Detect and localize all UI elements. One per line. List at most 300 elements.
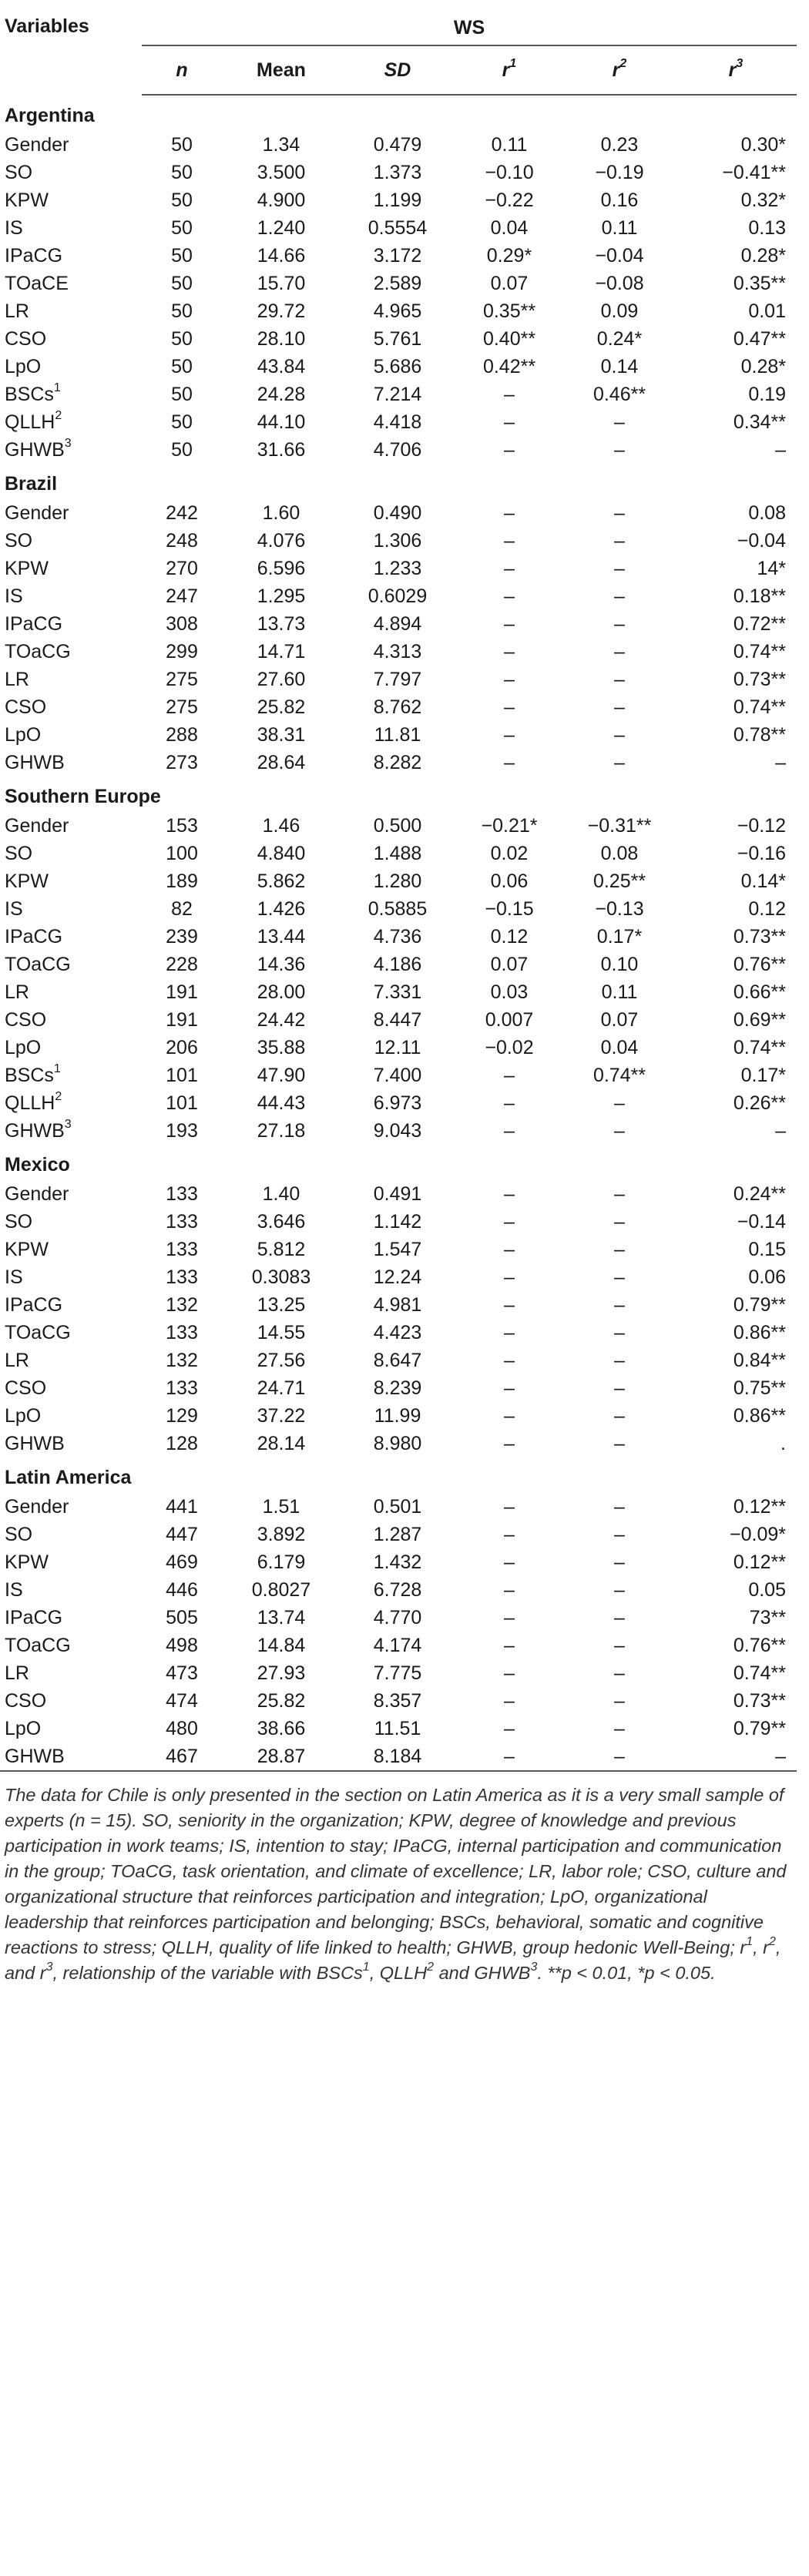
mean-cell: 6.179 [257,1551,306,1573]
section-title: Brazil [5,472,58,495]
mean-cell: 27.18 [257,1119,306,1142]
r1-cell: – [504,1662,515,1684]
r2-cell: – [614,612,625,635]
variable-cell [0,721,142,749]
table-row [0,638,797,666]
mean-cell: 1.51 [262,1495,300,1518]
variable-name: KPW [5,1238,49,1260]
mean-cell: 4.840 [257,842,306,864]
n-cell: 498 [166,1634,198,1656]
r2-cell: – [614,1238,625,1260]
sd-cell: 8.762 [373,696,422,718]
mean-cell: 44.43 [257,1092,306,1114]
n-cell: 133 [166,1266,198,1288]
sd-cell: 0.500 [373,814,422,837]
variable-name: TOaCG [5,1634,71,1656]
variable-cell [0,325,142,353]
mean-cell: 37.22 [257,1404,306,1427]
r3-cell: 0.74** [733,1036,786,1058]
mean-cell: 1.240 [257,216,306,239]
variable-cell [0,1659,142,1687]
variable-name: Gender [5,1495,69,1518]
variable-name: KPW [5,1551,49,1573]
n-cell: 100 [166,842,198,864]
r1-cell: 0.07 [490,953,529,975]
mean-cell: 28.14 [257,1432,306,1454]
variable-cell [0,1493,142,1521]
mean-cell: 1.426 [257,897,306,920]
r1-cell: – [504,1210,515,1233]
r1-cell: – [504,1689,515,1712]
sd-cell: 11.81 [374,723,421,746]
r2-cell: – [614,1523,625,1545]
r1-cell: 0.29* [486,244,532,267]
variable-superscript: 2 [55,1090,62,1104]
r3-cell: 0.75** [733,1377,786,1399]
sd-cell: 4.423 [373,1321,422,1343]
r2-cell: 0.10 [600,953,639,975]
n-cell: 50 [171,133,193,156]
r1-cell: – [504,1092,515,1114]
variable-cell [0,582,142,610]
r3-cell: 0.86** [733,1321,786,1343]
sd-cell: 8.447 [373,1008,422,1031]
sd-cell: 4.418 [373,411,422,433]
n-cell: 101 [166,1092,198,1114]
sd-cell: 8.184 [341,1742,455,1771]
r3-cell: 0.73** [733,668,786,690]
table-row [0,131,797,159]
variable-cell [0,923,142,951]
sd-cell: 1.306 [373,529,422,552]
r1-cell: – [504,1578,515,1601]
table-row [0,923,797,951]
n-cell: 50 [171,438,193,461]
r1-cell: – [504,1238,515,1260]
r1-cell: 0.03 [490,981,529,1003]
sd-cell: 7.797 [373,668,422,690]
r2-cell: 0.11 [601,981,638,1003]
variable-name: TOaCG [5,1321,71,1343]
variable-name: CSO [5,696,47,718]
r3-cell: 0.74** [733,696,786,718]
r3-cell: 0.34** [733,411,786,433]
r1-cell: – [504,751,515,773]
r1-cell: – [504,1119,515,1142]
mean-cell: 28.64 [257,751,306,773]
variable-name: Gender [5,501,69,524]
sd-cell: 8.980 [373,1432,422,1454]
r1-cell: −0.21* [481,814,538,837]
variable-cell [0,1430,142,1457]
table-row [0,1347,797,1374]
table-row [0,610,797,638]
table-row [0,1687,797,1715]
variable-name: LpO [5,723,42,746]
table-row [0,812,797,840]
r1-cell: – [504,411,515,433]
table-row [0,1742,797,1771]
sd-cell: 3.172 [373,244,422,267]
table-row [0,1006,797,1034]
n-cell: 447 [166,1523,198,1545]
n-cell: 441 [166,1495,198,1518]
sd-cell: 0.5554 [368,216,428,239]
variable-cell [0,1604,142,1632]
table-body [0,95,797,1771]
sd-cell: 6.973 [373,1092,422,1114]
r2-cell: −0.04 [595,244,644,267]
r2-cell: – [614,1551,625,1573]
sd-cell: 2.589 [373,272,422,294]
mean-cell: 1.34 [262,133,300,156]
r2-cell: 0.09 [600,300,639,322]
r2-cell: – [614,1432,625,1454]
sd-cell: 9.043 [373,1119,422,1142]
mean-cell: 3.892 [257,1523,306,1545]
variable-cell [0,1347,142,1374]
sd-cell: 4.706 [373,438,422,461]
variable-name: GHWB [5,1432,65,1454]
variable-cell [0,978,142,1006]
variable-name: SO [5,1210,33,1233]
r3-header: $r^3$ [675,45,797,95]
r2-cell: – [614,1119,625,1142]
variable-cell [0,1208,142,1236]
sd-cell: 0.501 [373,1495,422,1518]
r3-cell: 0.69** [733,1008,786,1031]
r1-cell: – [504,1266,515,1288]
variable-cell [0,1521,142,1548]
sd-cell: 12.11 [374,1036,421,1058]
n-cell: 133 [166,1210,198,1233]
mean-cell: 14.36 [257,953,306,975]
n-cell: 50 [171,411,193,433]
r2-cell: – [614,668,625,690]
r1-cell: – [504,1523,515,1545]
sd-cell: 11.99 [374,1404,421,1427]
variable-name: LpO [5,355,42,377]
n-cell: 505 [166,1606,198,1628]
sd-cell: 4.894 [373,612,422,635]
variable-name: LR [5,300,29,322]
variable-name: CSO [5,1008,47,1031]
r1-cell: −0.15 [485,897,534,920]
variable-cell [0,610,142,638]
variable-name: IS [5,1266,23,1288]
mean-cell: 35.88 [257,1036,306,1058]
r3-cell: 0.17* [740,1064,786,1086]
variable-cell [0,1062,142,1089]
variable-name: IPaCG [5,1606,63,1628]
variable-name: SO [5,1523,33,1545]
n-cell: 480 [166,1717,198,1739]
n-cell: 50 [171,272,193,294]
n-cell: 132 [166,1293,198,1316]
n-cell: 247 [166,585,198,607]
mean-cell: 4.900 [257,189,306,211]
sd-cell: 8.647 [373,1349,422,1371]
sd-cell: 1.432 [373,1551,422,1573]
sd-cell: 7.214 [373,383,422,405]
table-row [0,1208,797,1236]
variable-cell [0,436,142,464]
r2-cell: – [564,1742,675,1771]
mean-cell: 3.646 [257,1210,306,1233]
mean-cell: 0.8027 [251,1578,311,1601]
variable-cell [0,1117,142,1145]
table-row [0,1374,797,1402]
r1-cell: – [504,723,515,746]
n-cell: 50 [171,300,193,322]
table-row [0,381,797,408]
variable-superscript: 3 [64,1118,72,1132]
r1-cell: – [504,1634,515,1656]
r1-cell: – [504,1551,515,1573]
table-row [0,1659,797,1687]
r2-cell: – [614,1266,625,1288]
mean-cell: 5.862 [257,870,306,892]
sd-cell: 4.736 [373,925,422,948]
variable-name: IS [5,1578,23,1601]
r2-cell: −0.13 [595,897,644,920]
r2-cell: – [614,1293,625,1316]
r2-cell: – [614,1662,625,1684]
variable-name: IS [5,585,23,607]
variable-cell [0,1034,142,1062]
r1-cell: – [504,557,515,579]
sd-cell: 1.142 [373,1210,422,1233]
mean-cell: 24.71 [257,1377,306,1399]
variable-name: GHWB [5,1745,65,1767]
r2-cell: −0.08 [595,272,644,294]
r2-cell: – [614,557,625,579]
variable-name: LR [5,668,29,690]
section-row [0,1145,797,1180]
r1-cell: 0.42** [482,355,536,377]
r2-cell: – [614,1495,625,1518]
table-row [0,408,797,436]
r1-cell: – [455,1742,564,1771]
mean-cell: 27.60 [257,668,306,690]
variable-cell [0,214,142,242]
variable-cell [0,186,142,214]
mean-cell: 29.72 [257,300,306,322]
r2-cell: 0.07 [600,1008,639,1031]
table-row [0,1319,797,1347]
r3-cell: 0.84** [733,1349,786,1371]
ws-header: WS [142,11,797,45]
sd-cell: 7.331 [373,981,422,1003]
table-row [0,1117,797,1145]
r3-cell: 0.01 [748,300,786,322]
variable-name: IPaCG [5,1293,63,1316]
variable-cell [0,270,142,297]
n-cell: 473 [166,1662,198,1684]
n-cell: 228 [166,953,198,975]
variable-name: TOaCG [5,953,71,975]
variable-cell [0,812,142,840]
table-row [0,1576,797,1604]
r1-cell: – [504,1182,515,1205]
sd-cell: 8.282 [373,751,422,773]
r2-cell: – [614,1689,625,1712]
r1-cell: – [504,640,515,662]
variable-name: CSO [5,1689,47,1712]
table-row [0,1493,797,1521]
r1-cell: – [504,1321,515,1343]
mean-cell: 1.46 [262,814,300,837]
r2-cell: – [614,529,625,552]
r2-cell: – [614,1404,625,1427]
section-row [0,95,797,131]
r1-cell: – [504,1432,515,1454]
table-row [0,666,797,693]
r2-cell: 0.23 [600,133,639,156]
r3-cell: 0.12** [733,1495,786,1518]
sd-cell: 5.761 [373,327,422,350]
r1-cell: 0.07 [490,272,529,294]
sd-cell: 12.24 [373,1266,422,1288]
r3-cell: – [775,438,786,461]
variable-name: IS [5,897,23,920]
mean-cell: 6.596 [257,557,306,579]
n-cell: 101 [166,1064,198,1086]
n-cell: 275 [166,668,198,690]
sd-cell: 0.5885 [368,897,428,920]
r1-cell: – [504,668,515,690]
mean-cell: 13.25 [257,1293,306,1316]
r3-cell: 0.73** [733,925,786,948]
r3-cell: 0.74** [733,1662,786,1684]
r3-cell: 0.86** [733,1404,786,1427]
mean-cell: 14.55 [257,1321,306,1343]
r3-cell: −0.41** [722,161,786,183]
variable-cell [0,242,142,270]
variable-name: KPW [5,189,49,211]
n-cell: 133 [166,1182,198,1205]
variable-cell [0,159,142,186]
sd-cell: 7.400 [373,1064,422,1086]
r1-cell: – [504,1349,515,1371]
table-row [0,186,797,214]
variable-name: KPW [5,557,49,579]
variable-cell [0,1632,142,1659]
sd-cell: 8.239 [373,1377,422,1399]
r2-cell: – [614,411,625,433]
r3-cell: 0.19 [748,383,786,405]
r3-cell: 0.13 [748,216,786,239]
mean-cell: 43.84 [257,355,306,377]
variable-name: LR [5,1349,29,1371]
sd-cell: 1.488 [373,842,422,864]
mean-cell: 25.82 [257,696,306,718]
variables-header: Variables [5,15,89,37]
n-cell: 275 [166,696,198,718]
n-cell: 50 [171,355,193,377]
variable-cell [0,840,142,867]
n-cell: 129 [166,1404,198,1427]
sd-cell: 1.287 [373,1523,422,1545]
variable-name: CSO [5,1377,47,1399]
variable-cell [0,499,142,527]
mean-cell: 38.31 [257,723,306,746]
table-row [0,1402,797,1430]
variable-cell [0,1576,142,1604]
sd-cell: 1.280 [373,870,422,892]
mean-cell: 14.71 [257,640,306,662]
n-cell: 189 [166,870,198,892]
variable-cell [0,1180,142,1208]
variable-name: LpO [5,1036,42,1058]
r3-cell: 0.32* [740,189,786,211]
table-row [0,159,797,186]
table-row [0,1089,797,1117]
variable-name: GHWB [5,1119,65,1142]
mean-cell: 44.10 [257,411,306,433]
n-cell: 474 [166,1689,198,1712]
table-row [0,895,797,923]
n-cell: 50 [171,244,193,267]
variable-superscript: 2 [55,409,62,423]
r1-cell: 0.04 [490,216,529,239]
r3-cell: 73** [749,1606,786,1628]
table-row [0,555,797,582]
section-title: Mexico [5,1153,70,1176]
r2-cell: 0.74** [592,1064,646,1086]
variable-name: IPaCG [5,244,63,267]
table-header [0,11,797,95]
r3-cell: 0.14* [740,870,786,892]
r3-cell: 0.15 [748,1238,786,1260]
n-cell: 50 [171,161,193,183]
r1-header: $r^1$ [455,45,564,95]
r2-cell: 0.04 [600,1036,639,1058]
r2-cell: −0.31** [587,814,652,837]
r3-cell: 0.06 [748,1266,786,1288]
sd-header: SD [341,45,455,95]
n-cell: 273 [166,751,198,773]
r3-cell: 0.76** [733,953,786,975]
mean-cell: 4.076 [257,529,306,552]
r2-cell: – [614,1182,625,1205]
r1-cell: 0.35** [482,300,536,322]
section-row [0,776,797,812]
sd-cell: 5.686 [373,355,422,377]
table-row [0,436,797,464]
sd-cell: 4.770 [373,1606,422,1628]
r1-cell: −0.22 [485,189,534,211]
variable-name: LR [5,1662,29,1684]
table-row [0,1430,797,1457]
table-row [0,325,797,353]
n-cell: 50 [171,327,193,350]
mean-cell: 3.500 [257,161,306,183]
r3-cell: 0.24** [733,1182,786,1205]
table-row [0,1034,797,1062]
variable-cell [0,1089,142,1117]
n-cell: 193 [166,1119,198,1142]
table-row [0,1236,797,1263]
variable-cell [0,666,142,693]
r1-cell: −0.02 [485,1036,534,1058]
n-cell: 299 [166,640,198,662]
variable-cell [0,895,142,923]
n-cell: 132 [166,1349,198,1371]
r1-cell: – [504,1377,515,1399]
r1-cell: 0.007 [485,1008,534,1031]
table-row [0,270,797,297]
